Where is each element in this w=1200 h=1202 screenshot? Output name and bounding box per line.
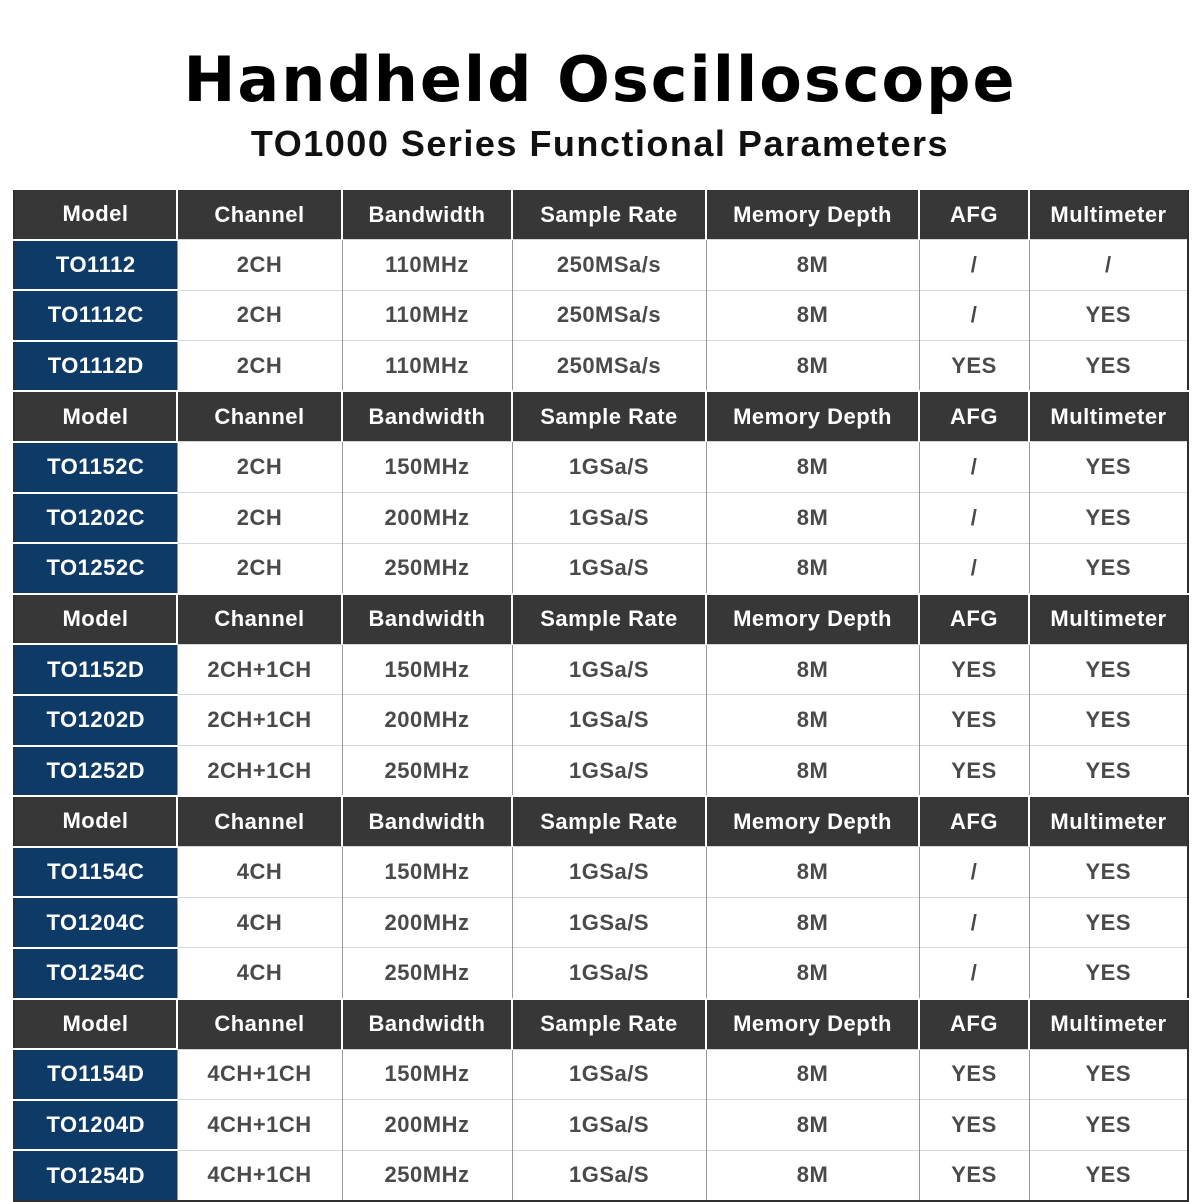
column-header-memory-depth: Memory Depth bbox=[706, 391, 919, 442]
column-header-sample-rate: Sample Rate bbox=[512, 796, 706, 847]
cell-afg: / bbox=[919, 897, 1029, 948]
cell-afg: YES bbox=[919, 1049, 1029, 1100]
cell-model: TO1112C bbox=[14, 290, 177, 341]
cell-bandwidth: 250MHz bbox=[342, 1150, 512, 1201]
column-header-model: Model bbox=[14, 391, 177, 442]
cell-channel: 2CH+1CH bbox=[177, 644, 342, 695]
cell-afg: / bbox=[919, 847, 1029, 898]
cell-model: TO1112 bbox=[14, 240, 177, 291]
cell-bandwidth: 250MHz bbox=[342, 746, 512, 797]
cell-multimeter: YES bbox=[1029, 746, 1188, 797]
cell-memory-depth: 8M bbox=[706, 1150, 919, 1201]
cell-sample-rate: 1GSa/S bbox=[512, 644, 706, 695]
table-row bbox=[14, 1150, 1188, 1201]
cell-bandwidth: 150MHz bbox=[342, 442, 512, 493]
table-header-row bbox=[14, 796, 1188, 847]
table-row bbox=[14, 746, 1188, 797]
cell-afg: YES bbox=[919, 341, 1029, 392]
cell-memory-depth: 8M bbox=[706, 290, 919, 341]
cell-afg: / bbox=[919, 493, 1029, 544]
table-row bbox=[14, 341, 1188, 392]
cell-model: TO1254D bbox=[14, 1150, 177, 1201]
cell-memory-depth: 8M bbox=[706, 341, 919, 392]
cell-multimeter: YES bbox=[1029, 1100, 1188, 1151]
cell-sample-rate: 1GSa/S bbox=[512, 1049, 706, 1100]
cell-channel: 4CH bbox=[177, 948, 342, 999]
cell-multimeter: YES bbox=[1029, 493, 1188, 544]
cell-model: TO1152D bbox=[14, 644, 177, 695]
cell-bandwidth: 150MHz bbox=[342, 644, 512, 695]
cell-memory-depth: 8M bbox=[706, 1049, 919, 1100]
cell-channel: 2CH bbox=[177, 543, 342, 594]
column-header-afg: AFG bbox=[919, 189, 1029, 240]
column-header-channel: Channel bbox=[177, 189, 342, 240]
cell-bandwidth: 150MHz bbox=[342, 1049, 512, 1100]
column-header-bandwidth: Bandwidth bbox=[342, 999, 512, 1050]
column-header-model: Model bbox=[14, 999, 177, 1050]
column-header-memory-depth: Memory Depth bbox=[706, 796, 919, 847]
column-header-memory-depth: Memory Depth bbox=[706, 999, 919, 1050]
cell-multimeter: YES bbox=[1029, 1049, 1188, 1100]
column-header-afg: AFG bbox=[919, 999, 1029, 1050]
cell-bandwidth: 150MHz bbox=[342, 847, 512, 898]
table-row bbox=[14, 543, 1188, 594]
table-row bbox=[14, 695, 1188, 746]
cell-channel: 4CH+1CH bbox=[177, 1049, 342, 1100]
cell-model: TO1252D bbox=[14, 746, 177, 797]
cell-sample-rate: 250MSa/s bbox=[512, 290, 706, 341]
column-header-afg: AFG bbox=[919, 594, 1029, 645]
column-header-multimeter: Multimeter bbox=[1029, 391, 1188, 442]
cell-afg: / bbox=[919, 240, 1029, 291]
table-row bbox=[14, 290, 1188, 341]
cell-sample-rate: 1GSa/S bbox=[512, 543, 706, 594]
cell-model: TO1202D bbox=[14, 695, 177, 746]
cell-sample-rate: 1GSa/S bbox=[512, 948, 706, 999]
cell-channel: 4CH+1CH bbox=[177, 1150, 342, 1201]
cell-sample-rate: 1GSa/S bbox=[512, 847, 706, 898]
cell-channel: 2CH bbox=[177, 240, 342, 291]
cell-multimeter: / bbox=[1029, 240, 1188, 291]
table-row bbox=[14, 1049, 1188, 1100]
table-row bbox=[14, 240, 1188, 291]
column-header-multimeter: Multimeter bbox=[1029, 999, 1188, 1050]
cell-memory-depth: 8M bbox=[706, 746, 919, 797]
cell-multimeter: YES bbox=[1029, 897, 1188, 948]
cell-sample-rate: 1GSa/S bbox=[512, 493, 706, 544]
spec-table bbox=[13, 188, 1189, 1202]
cell-multimeter: YES bbox=[1029, 442, 1188, 493]
cell-afg: YES bbox=[919, 695, 1029, 746]
cell-model: TO1152C bbox=[14, 442, 177, 493]
cell-memory-depth: 8M bbox=[706, 644, 919, 695]
cell-memory-depth: 8M bbox=[706, 897, 919, 948]
table-header-row bbox=[14, 391, 1188, 442]
cell-sample-rate: 1GSa/S bbox=[512, 1100, 706, 1151]
cell-multimeter: YES bbox=[1029, 644, 1188, 695]
cell-bandwidth: 110MHz bbox=[342, 341, 512, 392]
column-header-bandwidth: Bandwidth bbox=[342, 594, 512, 645]
cell-sample-rate: 1GSa/S bbox=[512, 1150, 706, 1201]
column-header-sample-rate: Sample Rate bbox=[512, 189, 706, 240]
table-header-row bbox=[14, 999, 1188, 1050]
table-header-row bbox=[14, 594, 1188, 645]
cell-channel: 2CH bbox=[177, 290, 342, 341]
column-header-model: Model bbox=[14, 796, 177, 847]
cell-channel: 4CH bbox=[177, 897, 342, 948]
column-header-multimeter: Multimeter bbox=[1029, 189, 1188, 240]
cell-bandwidth: 250MHz bbox=[342, 543, 512, 594]
cell-afg: YES bbox=[919, 1100, 1029, 1151]
cell-memory-depth: 8M bbox=[706, 493, 919, 544]
cell-bandwidth: 110MHz bbox=[342, 240, 512, 291]
cell-channel: 2CH bbox=[177, 442, 342, 493]
column-header-sample-rate: Sample Rate bbox=[512, 391, 706, 442]
cell-afg: / bbox=[919, 948, 1029, 999]
cell-afg: YES bbox=[919, 746, 1029, 797]
table-row bbox=[14, 442, 1188, 493]
column-header-bandwidth: Bandwidth bbox=[342, 391, 512, 442]
cell-model: TO1252C bbox=[14, 543, 177, 594]
column-header-multimeter: Multimeter bbox=[1029, 594, 1188, 645]
cell-model: TO1202C bbox=[14, 493, 177, 544]
cell-sample-rate: 1GSa/S bbox=[512, 442, 706, 493]
column-header-afg: AFG bbox=[919, 391, 1029, 442]
cell-afg: YES bbox=[919, 1150, 1029, 1201]
cell-model: TO1154D bbox=[14, 1049, 177, 1100]
cell-channel: 2CH bbox=[177, 341, 342, 392]
cell-multimeter: YES bbox=[1029, 948, 1188, 999]
cell-memory-depth: 8M bbox=[706, 240, 919, 291]
column-header-bandwidth: Bandwidth bbox=[342, 796, 512, 847]
cell-afg: / bbox=[919, 543, 1029, 594]
cell-channel: 2CH+1CH bbox=[177, 746, 342, 797]
cell-sample-rate: 1GSa/S bbox=[512, 746, 706, 797]
cell-model: TO1254C bbox=[14, 948, 177, 999]
cell-multimeter: YES bbox=[1029, 290, 1188, 341]
cell-sample-rate: 250MSa/s bbox=[512, 341, 706, 392]
cell-bandwidth: 110MHz bbox=[342, 290, 512, 341]
column-header-model: Model bbox=[14, 189, 177, 240]
cell-model: TO1204D bbox=[14, 1100, 177, 1151]
cell-memory-depth: 8M bbox=[706, 948, 919, 999]
cell-channel: 2CH+1CH bbox=[177, 695, 342, 746]
table-row bbox=[14, 847, 1188, 898]
table-row bbox=[14, 897, 1188, 948]
cell-multimeter: YES bbox=[1029, 543, 1188, 594]
column-header-channel: Channel bbox=[177, 391, 342, 442]
cell-bandwidth: 200MHz bbox=[342, 493, 512, 544]
table-row bbox=[14, 493, 1188, 544]
cell-channel: 4CH+1CH bbox=[177, 1100, 342, 1151]
cell-bandwidth: 200MHz bbox=[342, 897, 512, 948]
cell-afg: YES bbox=[919, 644, 1029, 695]
table-row bbox=[14, 1100, 1188, 1151]
cell-sample-rate: 250MSa/s bbox=[512, 240, 706, 291]
column-header-model: Model bbox=[14, 594, 177, 645]
column-header-afg: AFG bbox=[919, 796, 1029, 847]
table-row bbox=[14, 644, 1188, 695]
cell-sample-rate: 1GSa/S bbox=[512, 695, 706, 746]
column-header-channel: Channel bbox=[177, 999, 342, 1050]
cell-model: TO1112D bbox=[14, 341, 177, 392]
cell-bandwidth: 250MHz bbox=[342, 948, 512, 999]
column-header-memory-depth: Memory Depth bbox=[706, 594, 919, 645]
column-header-bandwidth: Bandwidth bbox=[342, 189, 512, 240]
cell-multimeter: YES bbox=[1029, 847, 1188, 898]
column-header-channel: Channel bbox=[177, 796, 342, 847]
table-header-row bbox=[14, 189, 1188, 240]
column-header-channel: Channel bbox=[177, 594, 342, 645]
cell-memory-depth: 8M bbox=[706, 442, 919, 493]
page-title: Handheld Oscilloscope bbox=[183, 43, 1017, 116]
table-row bbox=[14, 948, 1188, 999]
cell-memory-depth: 8M bbox=[706, 695, 919, 746]
cell-model: TO1154C bbox=[14, 847, 177, 898]
cell-channel: 2CH bbox=[177, 493, 342, 544]
cell-afg: / bbox=[919, 442, 1029, 493]
cell-bandwidth: 200MHz bbox=[342, 695, 512, 746]
cell-memory-depth: 8M bbox=[706, 1100, 919, 1151]
cell-multimeter: YES bbox=[1029, 695, 1188, 746]
page-subtitle: TO1000 Series Functional Parameters bbox=[250, 123, 950, 164]
cell-channel: 4CH bbox=[177, 847, 342, 898]
cell-sample-rate: 1GSa/S bbox=[512, 897, 706, 948]
cell-bandwidth: 200MHz bbox=[342, 1100, 512, 1151]
cell-multimeter: YES bbox=[1029, 341, 1188, 392]
cell-memory-depth: 8M bbox=[706, 847, 919, 898]
column-header-sample-rate: Sample Rate bbox=[512, 999, 706, 1050]
column-header-sample-rate: Sample Rate bbox=[512, 594, 706, 645]
cell-model: TO1204C bbox=[14, 897, 177, 948]
cell-memory-depth: 8M bbox=[706, 543, 919, 594]
cell-afg: / bbox=[919, 290, 1029, 341]
column-header-multimeter: Multimeter bbox=[1029, 796, 1188, 847]
column-header-memory-depth: Memory Depth bbox=[706, 189, 919, 240]
cell-multimeter: YES bbox=[1029, 1150, 1188, 1201]
